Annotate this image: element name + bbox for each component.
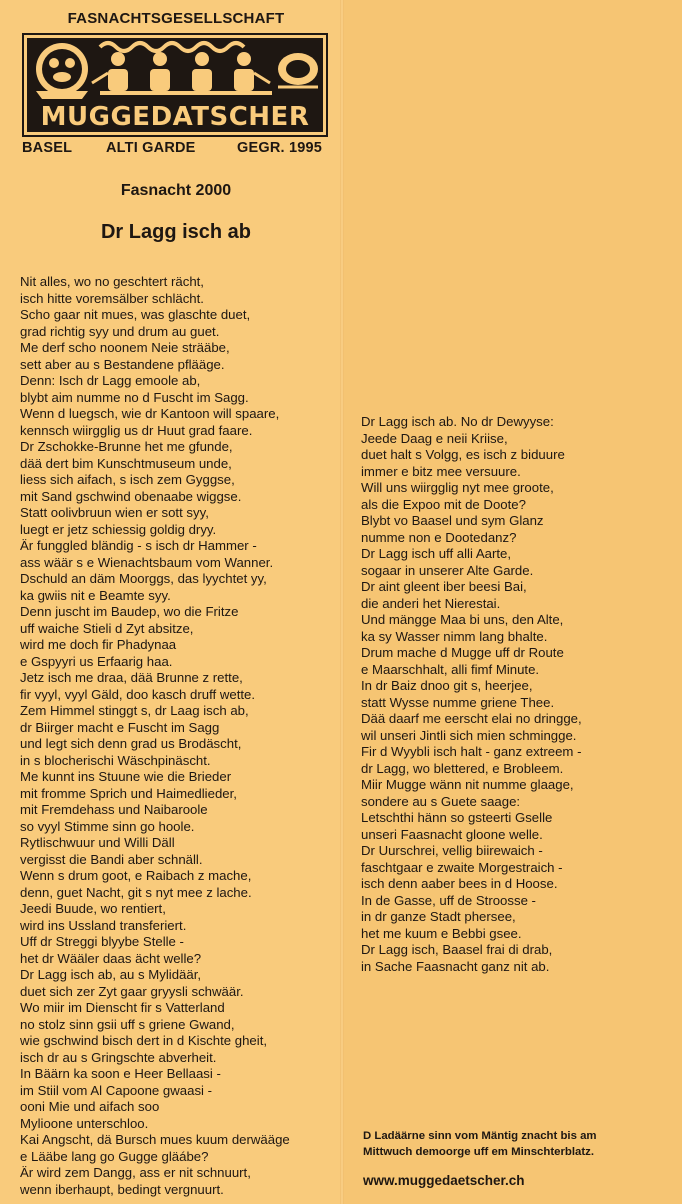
verse-line: kennsch wiirgglig us dr Huut grad faare.	[20, 422, 253, 438]
verse-line: Miir Mugge wänn nit numme glaage,	[361, 777, 574, 792]
logo-wordmark: MUGGEDATSCHER	[40, 102, 310, 132]
poem-title: Dr Lagg isch ab	[100, 221, 252, 243]
verse-line: ass wäär s e Wienachtsbaum vom Wanner.	[20, 554, 274, 570]
verse-line: ka sy Wasser nimm lang bhalte.	[361, 628, 548, 644]
verse-line: Dr aint gleent iber beesi Bai,	[361, 579, 527, 594]
verse-line: immer e bitz mee versuure.	[361, 463, 521, 479]
verse-line: im Stiil vom Al Capoone gwaasi -	[20, 1082, 213, 1098]
verse-line: Wenn d luegsch, wie dr Kantoon will spaare,	[20, 406, 280, 421]
verse-line: Jetz isch me draa, dää Brunne z rette,	[20, 670, 243, 685]
verse-line: als die Expoo mit de Doote?	[361, 496, 526, 512]
verse-line: e Lääbe lang go Gugge gläábe?	[20, 1148, 209, 1164]
verse-line: Wo miir im Dienscht fir s Vatterland	[20, 1000, 225, 1015]
lantern-notice	[363, 1128, 597, 1160]
verse-line: In Bäärn ka soon e Heer Bellaasi -	[20, 1066, 221, 1081]
city-label: BASEL	[22, 140, 73, 156]
verse-line: Är funggled bländig - s isch dr Hammer -	[20, 538, 257, 553]
page-fold	[340, 0, 344, 1204]
verse-line: Dr Lagg isch uff alli Aarte,	[361, 546, 512, 561]
division-label: ALTI GARDE	[106, 140, 196, 156]
verse-line: duet sich zer Zyt gaar gryysli schwäär.	[20, 983, 244, 999]
verse-line: e Gspyyri us Erfaarig haa.	[20, 653, 173, 669]
society-logo	[22, 33, 328, 137]
verse-line: Fir d Wyybli isch halt - ganz extreem -	[361, 744, 582, 759]
verse-line: Zem Himmel stinggt s, dr Laag isch ab,	[20, 703, 249, 718]
event-title: Fasnacht 2000	[120, 182, 232, 199]
verse-line: in s blocherischi Wäschpinäscht.	[20, 752, 211, 768]
verse-line: Und mängge Maa bi uns, den Alte,	[361, 612, 564, 627]
notice-line: D Ladäärne sinn vom Mäntig znacht bis am	[363, 1130, 597, 1142]
verse-line: Me derf scho noonem Neie strääbe,	[20, 340, 230, 355]
verse-line: mit Sand gschwind obenaabe wiggse.	[20, 488, 242, 504]
verse-line: het me kuum e Bebbi gsee.	[361, 925, 522, 941]
verse-line: fir vyyl, vyyl Gäld, doo kasch druff wette.	[20, 686, 256, 702]
verse-line: mit fromme Sprich und Haimedlieder,	[20, 785, 237, 801]
verse-line: sogaar in unserer Alte Garde.	[361, 562, 534, 578]
verse-line: Dr Zschokke-Brunne het me gfunde,	[20, 439, 233, 454]
verse-line: in Sache Faasnacht ganz nit ab.	[361, 958, 550, 974]
verse-line: luegt er jetz schiessig goldig dryy.	[20, 521, 217, 537]
verse-line: Drum mache d Mugge uff dr Route	[361, 645, 564, 660]
verse-line: in dr ganze Stadt phersee,	[361, 909, 516, 924]
verse-line: wird me doch fir Phadynaa	[20, 637, 177, 652]
verse-line: sondere au s Guete saage:	[361, 793, 521, 809]
verse-line: Uff dr Streggi blyybe Stelle -	[20, 934, 184, 949]
verse-line: Statt oolivbruun wien er sott syy,	[20, 505, 209, 520]
verse-line: isch dr au s Gringschte abverheit.	[20, 1049, 217, 1065]
verse-line: dää dert bim Kunschtmuseum unde,	[20, 455, 232, 471]
verse-line: Nit alles, wo no geschtert rächt,	[20, 274, 204, 289]
verse-line: so vyyl Stimme sinn go hoole.	[20, 818, 195, 834]
poem-column-left	[20, 274, 290, 1198]
verse-line: Will uns wiirgglig nyt mee groote,	[361, 480, 554, 495]
verse-line: liess sich aifach, s isch zem Gyggse,	[20, 472, 235, 487]
verse-line: Denn juscht im Baudep, wo die Fritze	[20, 604, 239, 619]
verse-line: die anderi het Nierestai.	[361, 595, 501, 611]
verse-line: wie gschwind bisch dert in d Kischte gheit,	[20, 1033, 268, 1048]
verse-line: wenn iberhaupt, bedingt vergnuurt.	[20, 1181, 224, 1197]
verse-line: uff waiche Stieli d Zyt absitze,	[20, 620, 194, 636]
verse-line: Rytlischwuur und Willi Däll	[20, 835, 175, 850]
verse-line: e Maarschhalt, alli fimf Minute.	[361, 661, 540, 677]
verse-line: Dr Lagg isch ab, au s Mylidäär,	[20, 967, 202, 982]
verse-line: Dr Lagg isch ab. No dr Dewyyse:	[361, 414, 554, 429]
poem-column-right	[361, 414, 582, 975]
founded-label: GEGR. 1995	[237, 140, 323, 156]
verse-line: isch hitte voremsälber schlächt.	[20, 290, 204, 306]
verse-line: het dr Wääler daas ächt welle?	[20, 950, 202, 966]
verse-line: Wenn s drum goot, e Raibach z mache,	[20, 868, 252, 883]
verse-line: unseri Faasnacht gloone welle.	[361, 826, 543, 842]
verse-line: Jeedi Buude, wo rentiert,	[20, 901, 166, 916]
verse-line: In de Gasse, uff de Stroosse -	[361, 892, 536, 908]
notice-line: Mittwuch demoorge uff em Minschterblatz.	[363, 1146, 594, 1158]
verse-line: wird ins Ussland transferiert.	[20, 917, 187, 933]
website-link[interactable]: www.muggedaetscher.ch	[363, 1173, 525, 1188]
verse-line: Dr Lagg isch, Baasel frai di drab,	[361, 942, 553, 957]
verse-line: duet halt s Volgg, es isch z biduure	[361, 447, 565, 462]
verse-line: Blybt vo Baasel und sym Glanz	[361, 513, 544, 528]
verse-line: wil unseri Jintli sich mien schmingge.	[361, 727, 577, 743]
verse-line: mit Fremdehass und Naibaroole	[20, 802, 208, 817]
verse-line: Letschthi hänn so gsteerti Gselle	[361, 810, 553, 825]
verse-line: vergisst die Bandi aber schnäll.	[20, 851, 203, 867]
society-name: FASNACHTSGESELLSCHAFT	[67, 10, 285, 27]
verse-line: ka gwiis nit e Beamte syy.	[20, 587, 171, 603]
verse-line: statt Wysse numme griene Thee.	[361, 694, 555, 710]
verse-line: grad richtig syy und drum au guet.	[20, 323, 220, 339]
verse-line: Mylioone unterschloo.	[20, 1115, 149, 1131]
verse-line: faschtgaar e zwaite Morgestraich -	[361, 859, 563, 875]
verse-line: Dr Uurschrei, vellig biirewaich -	[361, 843, 543, 858]
verse-line: Dää daarf me eerscht elai no dringge,	[361, 711, 582, 726]
verse-line: In dr Baiz dnoo git s, heerjee,	[361, 678, 533, 693]
verse-line: Dschuld an däm Moorggs, das lyychtet yy,	[20, 571, 267, 586]
verse-line: blybt aim numme no d Fuscht im Sagg.	[20, 389, 249, 405]
verse-line: Me kunnt ins Stuune wie die Brieder	[20, 769, 232, 784]
verse-line: Scho gaar nit mues, was glaschte duet,	[20, 307, 251, 322]
verse-line: Jeede Daag e neii Kriise,	[361, 430, 508, 446]
verse-line: und legt sich denn grad us Brodäscht,	[20, 736, 242, 751]
verse-line: Denn: Isch dr Lagg emoole ab,	[20, 373, 201, 388]
verse-line: Är wird zem Dangg, ass er nit schnuurt,	[20, 1165, 251, 1180]
verse-line: sett aber au s Bestandene pflääge.	[20, 356, 225, 372]
verse-line: no stolz sinn gsii uff s griene Gwand,	[20, 1016, 235, 1032]
verse-line: dr Lagg, wo blettered, e Brobleem.	[361, 760, 564, 776]
verse-line: ooni Mie und aifach soo	[20, 1099, 160, 1114]
verse-line: numme non e Dootedanz?	[361, 529, 517, 545]
verse-line: denn, guet Nacht, git s nyt mee z lache.	[20, 884, 252, 900]
verse-line: Kai Angscht, dä Bursch mues kuum derwääge	[20, 1132, 290, 1147]
verse-line: dr Biirger macht e Fuscht im Sagg	[20, 719, 220, 735]
verse-line: isch denn aaber bees in d Hoose.	[361, 876, 558, 891]
